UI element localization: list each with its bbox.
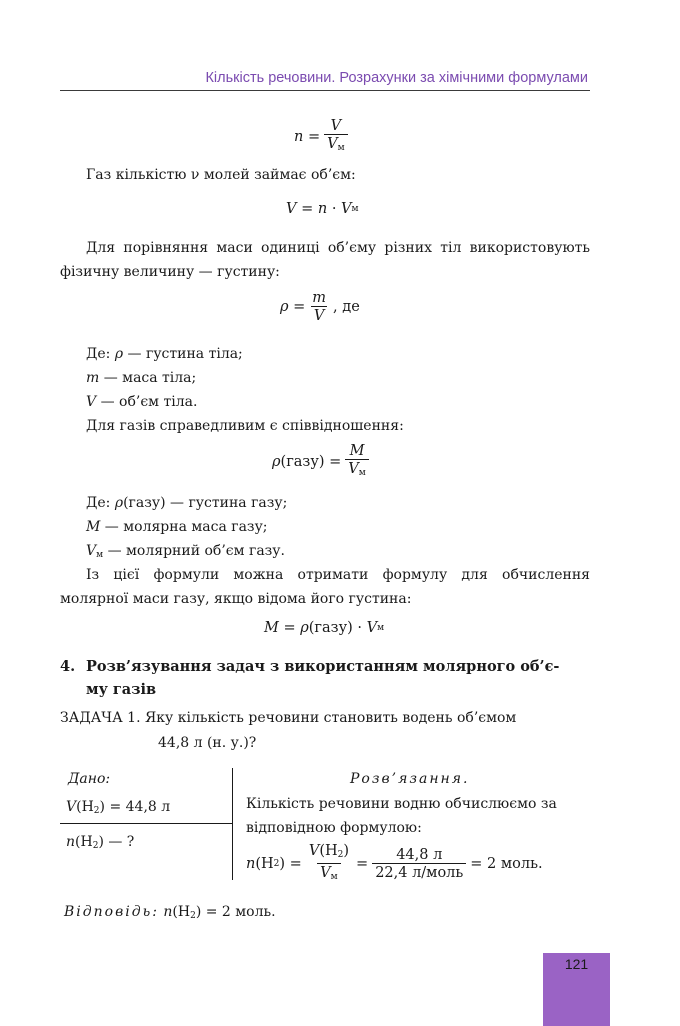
def2-symbol: m — [86, 370, 100, 386]
formula1-numerator: V — [330, 118, 342, 134]
formula5-rho: ρ — [300, 620, 309, 636]
sol-frac1-num-sym: V — [308, 843, 320, 859]
formula3-lhs: ρ — [280, 299, 289, 315]
definition-density — [86, 342, 243, 366]
sol-fraction-2 — [372, 847, 466, 881]
sol-fraction-1 — [306, 843, 352, 885]
formula-molar-mass — [264, 620, 384, 636]
given-unknown-divider — [60, 823, 232, 824]
given-v-symbol: V — [66, 799, 77, 815]
def4-symbol: ρ — [114, 495, 124, 511]
formula3-fraction — [309, 290, 329, 324]
def4-prefix: Де: — [86, 495, 115, 511]
formula2-lhs: V — [286, 201, 297, 217]
sol-result: = 2 моль. — [470, 856, 543, 872]
def6-sub: м — [96, 550, 104, 560]
given-v-sub: 2 — [93, 806, 100, 816]
sol-frac2-denominator: 22,4 л/моль — [372, 863, 466, 881]
formula3-denominator: V — [311, 306, 327, 324]
definition-mass — [86, 366, 196, 390]
formula4-den-sub: м — [358, 468, 366, 478]
formula1-denominator — [324, 134, 348, 156]
gas-volume-line: Газ кількістю ν молей займає об’єм: — [86, 167, 356, 183]
def1-symbol: ρ — [114, 346, 124, 362]
answer-par: (H — [172, 904, 191, 920]
molar-mass-paragraph: Із цієї формули можна отримати формулу для обчислення молярної маси газу, якщо відома його густина: — [60, 567, 590, 607]
formula-gas-density — [272, 443, 373, 481]
sol-lhs-sub: 2 — [273, 859, 280, 869]
formula1-fraction — [324, 118, 348, 156]
given-volume — [66, 795, 170, 823]
page-number: 121 — [564, 956, 589, 972]
def5-symbol: M — [86, 519, 101, 535]
formula4-rho: ρ — [272, 454, 281, 470]
formula3-tail: , де — [333, 299, 360, 315]
solution-label: Розв’язання. — [350, 771, 470, 787]
task-statement-line2: 44,8 л (н. у.)? — [158, 735, 257, 751]
answer-line — [64, 900, 276, 928]
formula-n-equals-v-over-vm — [294, 118, 352, 156]
definition-volume — [86, 390, 197, 414]
given-n-value: ) — ? — [98, 834, 135, 850]
formula2-n: n — [317, 201, 328, 217]
solution-formula: n (H 2 ) = $\frac{V(H_2)}{V_м}$ = $\frac{44,8 л}{\text{22,4 л/моль}}$ = 2 моль. — [246, 843, 543, 885]
answer-value: ) = 2 моль. — [195, 904, 276, 920]
def6-symbol: V — [86, 543, 97, 559]
formula-density — [280, 290, 360, 324]
formula4-eq: = — [329, 454, 342, 470]
sol-frac1-num-par: (H — [319, 843, 338, 859]
formula5-v: V — [366, 620, 378, 636]
definition-gas-density — [86, 491, 287, 515]
sol-frac2-numerator: 44,8 л — [396, 847, 443, 863]
formula2-eq: = — [301, 201, 314, 217]
formula2-dot: · — [331, 201, 337, 217]
solution-line1: Кількість речовини водню обчислюємо за — [246, 796, 557, 812]
def4-text: (газу) — густина газу; — [123, 495, 288, 511]
sol-frac1-num-sub: 2 — [337, 850, 344, 860]
sol-frac1-den-sym: V — [320, 865, 331, 881]
section-title-line1: Розв’язування задач з використанням молярного об’є- — [86, 658, 560, 675]
formula2-v: V — [341, 201, 352, 217]
formula-v-equals-n-vm — [286, 201, 359, 217]
def6-text: — молярний об’єм газу. — [103, 543, 285, 559]
formula3-eq: = — [293, 299, 306, 315]
def5-text: — молярна маса газу; — [100, 519, 268, 535]
sol-frac1-num-end: ) — [343, 843, 350, 859]
formula5-lhs: M — [264, 620, 279, 636]
section-number: 4. — [60, 658, 76, 675]
task-statement-line1: ЗАДАЧА 1. Яку кількість речовини становить водень об’ємом — [60, 710, 517, 726]
page-number-tab — [543, 953, 610, 1026]
given-n-sub: 2 — [92, 841, 99, 851]
given-n-symbol: n — [66, 834, 76, 850]
formula3-numerator: m — [312, 290, 327, 306]
given-label: Дано: — [68, 771, 111, 787]
formula1-lhs: n — [294, 129, 304, 145]
formula4-fraction — [345, 443, 369, 481]
answer-symbol: n — [163, 904, 173, 920]
def1-text: — густина тіла; — [123, 346, 243, 362]
sol-lhs-symbol: n — [246, 856, 256, 872]
def2-text: — маса тіла; — [99, 370, 197, 386]
sol-frac1-numerator — [306, 843, 352, 863]
formula5-gas: (газу) — [308, 620, 353, 636]
header-divider — [60, 90, 590, 91]
answer-label: Відповідь: — [64, 904, 159, 920]
sol-frac1-den-sub: м — [330, 872, 338, 882]
formula1-den-sym: V — [327, 136, 338, 152]
sol-frac1-denominator — [317, 863, 341, 885]
formula4-numerator: M — [349, 443, 365, 459]
section-title-line2: му газів — [86, 681, 157, 698]
definition-molar-mass — [86, 515, 268, 539]
sol-lhs-end: ) — [279, 856, 286, 872]
section-heading — [60, 655, 590, 701]
def3-text: — об’єм тіла. — [96, 394, 198, 410]
formula5-dot: · — [357, 620, 362, 636]
given-n-par: (H — [75, 834, 93, 850]
gases-relation-line: Для газів справедливим є співвідношення: — [86, 418, 404, 434]
def1-prefix: Де: — [86, 346, 115, 362]
formula1-den-sub: м — [337, 143, 345, 153]
given-solution-divider — [232, 768, 233, 880]
given-v-par: (H — [76, 799, 94, 815]
running-header-title: Кількість речовини. Розрахунки за хімічними формулами — [205, 70, 588, 86]
formula4-den-sym: V — [348, 461, 359, 477]
formula2-v-sub: м — [351, 204, 359, 214]
sol-lhs-par: (H — [255, 856, 274, 872]
formula4-denominator — [345, 459, 369, 481]
density-paragraph: Для порівняння маси одиниці об’єму різних тіл використовують фізичну величину — густину: — [60, 240, 590, 280]
solution-line2: відповідною формулою: — [246, 820, 422, 836]
formula5-eq: = — [283, 620, 296, 636]
formula5-v-sub: м — [377, 623, 385, 633]
answer-sub: 2 — [190, 911, 196, 921]
given-v-value: ) = 44,8 л — [99, 799, 171, 815]
formula4-gas: (газу) — [280, 454, 325, 470]
def3-symbol: V — [86, 394, 97, 410]
given-unknown — [66, 830, 134, 858]
formula1-eq: = — [307, 129, 321, 145]
